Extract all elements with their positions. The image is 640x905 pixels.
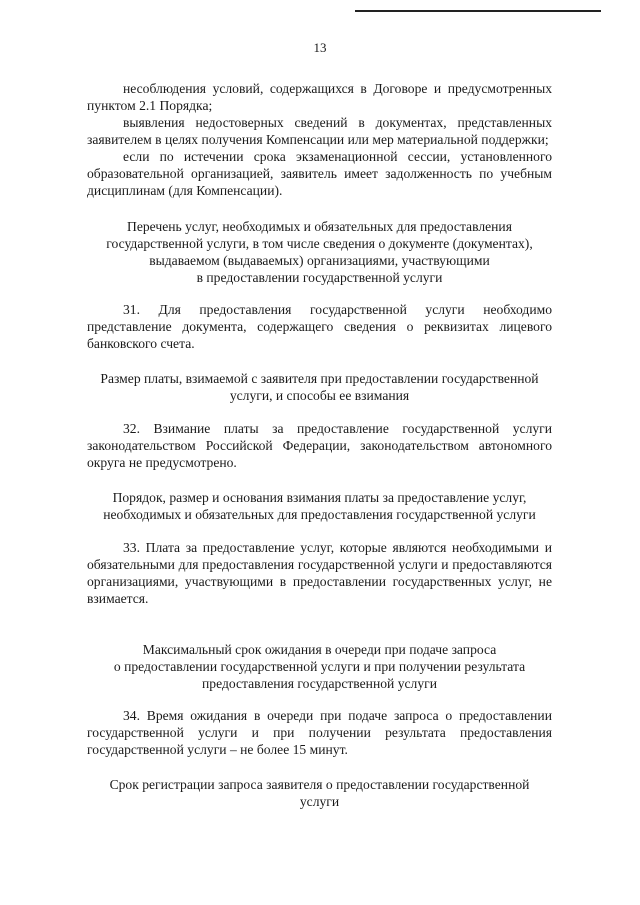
heading-line: в предоставлении государственной услуги <box>196 270 443 285</box>
paragraph-34: 34. Время ожидания в очереди при подаче запроса о предоставлении государственной услуги и при получении результата предоставления государственной услуги – не более 15 минут. <box>87 708 552 757</box>
heading-line: Срок регистрации запроса заявителя о предоставлении государственной <box>109 777 530 792</box>
heading-line: выдаваемом (выдаваемых) организациями, участвующими <box>149 253 490 268</box>
page-number: 13 <box>313 40 327 55</box>
paragraph-33: 33. Плата за предоставление услуг, которые являются необходимыми и обязательными для предоставления государственной услуги и предоставляются организациями, участвующими в предоставлении государственных услуг, не взимается. <box>87 540 552 606</box>
paragraph-academic-debt: если по истечении срока экзаменационной сессии, установленного образовательной организацией, заявитель имеет задолженность по учебным дисциплинам (для Компенсации). <box>87 149 552 198</box>
top-rule <box>355 10 601 12</box>
heading-line: Перечень услуг, необходимых и обязательных для предоставления <box>127 219 512 234</box>
heading-line: государственной услуги, в том числе сведения о документе (документах), <box>106 236 533 251</box>
heading-line: предоставления государственной услуги <box>202 676 437 691</box>
heading-max-waiting-time <box>87 641 552 692</box>
heading-line: услуги <box>299 794 340 809</box>
heading-fee-procedure <box>87 489 552 523</box>
heading-fee-amount <box>87 370 552 404</box>
paragraph-32: 32. Взимание платы за предоставление государственной услуги законодательством Российской Федерации, законодательством автономного округа не предусмотрено. <box>87 421 552 470</box>
paragraph-false-information: выявления недостоверных сведений в документах, представленных заявителем в целях получения Компенсации или мер материальной поддержки; <box>87 115 552 147</box>
heading-line: Максимальный срок ожидания в очереди при подаче запроса <box>142 642 497 657</box>
heading-services-list <box>87 218 552 286</box>
paragraph-nonfulfillment: несоблюдения условий, содержащихся в Договоре и предусмотренных пунктом 2.1 Порядка; <box>87 81 552 113</box>
heading-registration-period <box>87 776 552 810</box>
paragraph-31: 31. Для предоставления государственной услуги необходимо представление документа, содержащего сведения о реквизитах лицевого банковского счета. <box>87 302 552 351</box>
document-body <box>87 80 552 810</box>
heading-line: Размер платы, взимаемой с заявителя при предоставлении государственной <box>100 371 539 386</box>
heading-line: Порядок, размер и основания взимания платы за предоставление услуг, <box>112 490 527 505</box>
heading-line: услуги, и способы ее взимания <box>229 388 410 403</box>
heading-line: необходимых и обязательных для предоставления государственной услуги <box>103 507 536 522</box>
heading-line: о предоставлении государственной услуги и при получении результата <box>113 659 526 674</box>
